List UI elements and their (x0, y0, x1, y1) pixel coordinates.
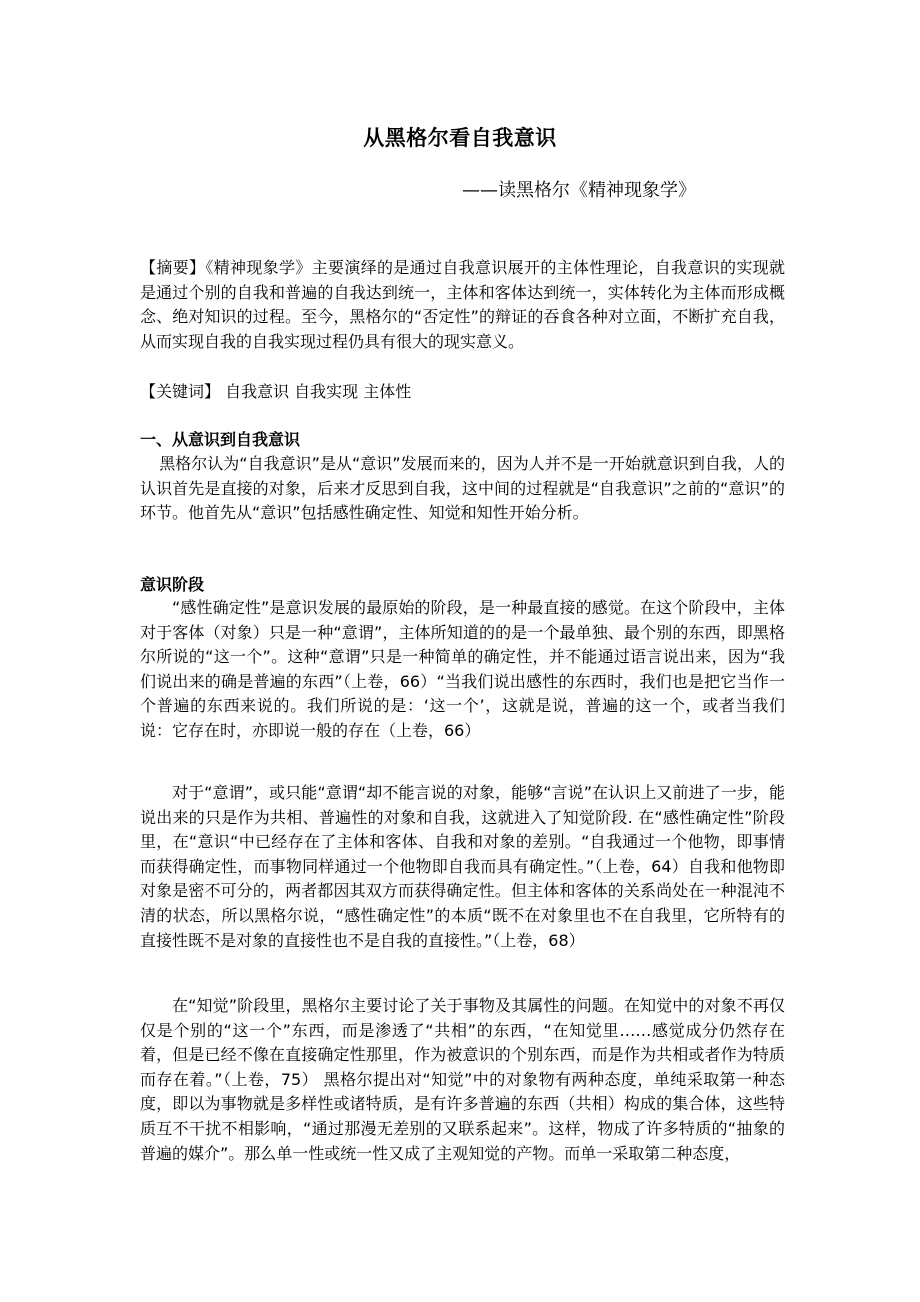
document-title: 从黑格尔看自我意识 (363, 126, 557, 150)
document-subtitle: ——读黑格尔《精神现象学》 (462, 180, 696, 201)
section-heading-1: 一、从意识到自我意识 (140, 430, 301, 449)
keywords-line: 【关键词】 自我意识 自我实现 主体性 (140, 382, 412, 401)
abstract-paragraph: 【摘要】《精神现象学》主要演绎的是通过自我意识展开的主体性理论，自我意识的实现就是通过个别的自我和普遍的自我达到统一，主体和客体达到统一，实体转化为主体而形成概念、绝对知识的过程。至今，黑格尔的“否定性”的辩证的吞食各种对立面，不断扩充自我，从而实现自我的自我实现过程仍具有很大的现实意义。 (140, 258, 785, 351)
section1-paragraph: 黑格尔认为“自我意识”是从“意识”发展而来的，因为人并不是一开始就意识到自我，人的认识首先是直接的对象，后来才反思到自我，这中间的过程就是“自我意识”之前的“意识”的环节。他首先从“意识”包括感性确定性、知觉和知性开始分析。 (140, 454, 785, 523)
body-paragraph-3: 对于“意谓”，或只能“意谓“却不能言说的对象，能够“言说”在认识上又前进了一步，能说出来的只是作为共相、普遍性的对象和自我，这就进入了知觉阶段. 在“感性确定性”阶段里，在“意识“中已经存在了主体和客体、自我和对象的差别。“自我通过一个他物，即事情而获得确定性，而事物同样通过一个他物即自我而具有确定性。”（上卷，64）自我和他物即对象是密不可分的，两者都因其双方而获得确定性。但主体和客体的关系尚处在一种混沌不清的状态，所以黑格尔说，“感性确定性”的本质“既不在对象里也不在自我里，它所特有的直接性既不是对象的直接性也不是自我的直接性。”（上卷，68） (140, 783, 785, 950)
body-paragraph-2: “感性确定性”是意识发展的最原始的阶段，是一种最直接的感觉。在这个阶段中，主体对于客体（对象）只是一种“意谓”，主体所知道的的是一个最单独、最个别的东西，即黑格尔所说的“这一个”。这种“意谓”只是一种简单的确定性，并不能通过语言说出来，因为“我们说出来的确是普遍的东西”（上卷，66）“当我们说出感性的东西时，我们也是把它当作一个普遍的东西来说的。我们所说的是：‘这一个’，这就是说，普遍的这一个，或者当我们说：它存在时，亦即说一般的存在（上卷，66） (140, 598, 785, 740)
section-heading-2: 意识阶段 (140, 575, 205, 594)
body-paragraph-4: 在“知觉”阶段里，黑格尔主要讨论了关于事物及其属性的问题。在知觉中的对象不再仅仅是个别的“这一个”东西，而是渗透了“共相”的东西，“在知觉里……感觉成分仍然存在着，但是已经不像在直接确定性那里，作为被意识的个别东西，而是作为共相或者作为特质而存在着。”（上卷，75） 黑格尔提出对“知觉”中的对象物有两种态度，单纯采取第一种态度，即以为事物就是多样性或诸特质，是有许多普遍的东西（共相）构成的集合体，这些特质互不干扰不相影响，“通过那漫无差别的又联系起来”。这样，物成了许多特质的“抽象的普遍的媒介”。那么单一性或统一性又成了主观知觉的产物。而单一采取第二种态度， (140, 996, 785, 1163)
